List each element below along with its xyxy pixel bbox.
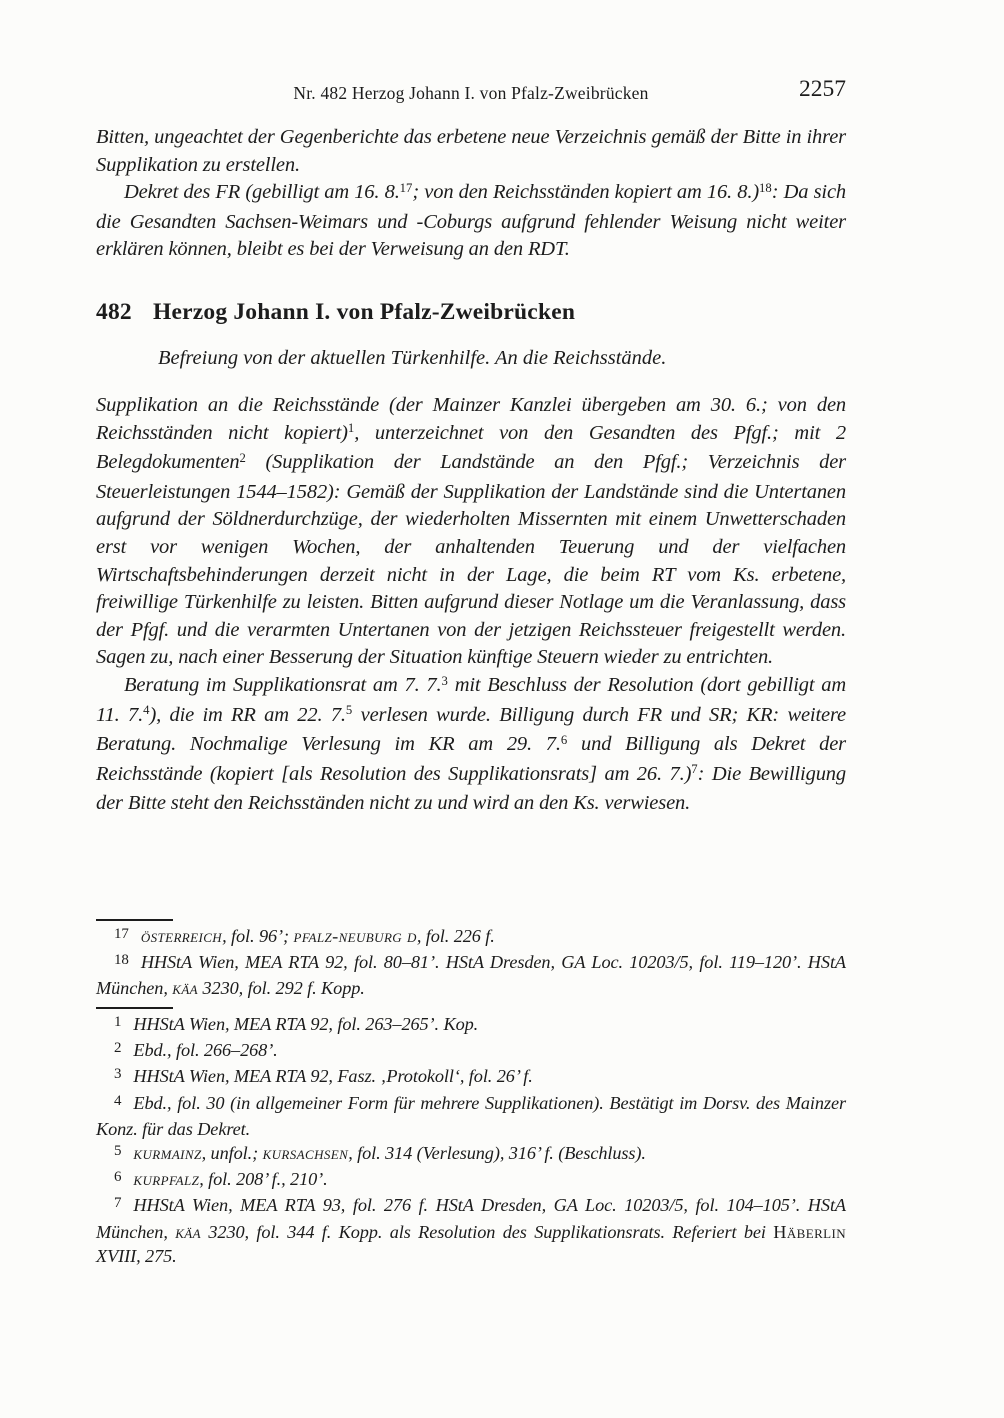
text-run: , unfol.; bbox=[201, 1143, 263, 1164]
text-run: , fol. 314 (Verlesung), 316’ f. (Beschluss). bbox=[348, 1143, 646, 1164]
small-caps-text: kurmainz bbox=[133, 1143, 202, 1164]
footnote bbox=[96, 1167, 846, 1193]
footnote bbox=[96, 1193, 846, 1268]
paragraph bbox=[96, 672, 846, 818]
text-run: Ebd., fol. 30 (in allgemeiner Form für mehrere Supplikationen). Bestätigt im Dorsv. des Mainzer Konz. für das Dekret. bbox=[96, 1092, 846, 1139]
footnote-ref: 5 bbox=[345, 703, 353, 718]
text-run: : Die Bewilligung der Bitte steht den Reichsständen nicht zu und wird an den Ks. verwiesen. bbox=[96, 762, 846, 815]
text-run: HHStA Wien, MEA RTA 92, fol. 263–265’. Kop. bbox=[133, 1014, 479, 1034]
running-header bbox=[96, 76, 846, 113]
footnote bbox=[96, 950, 846, 1000]
footnote-ref: 3 bbox=[441, 673, 448, 688]
text-run: HHStA Wien, MEA RTA 93, fol. 276 f. HStA Dresden, GA Loc. 10203/5, fol. 104–105’. HStA München, bbox=[96, 1195, 846, 1242]
text-run: ), die im RR am 22. 7. bbox=[149, 703, 346, 726]
entry-subtitle: Befreiung von der aktuellen Türkenhilfe. An die Reichsstände. bbox=[158, 347, 667, 369]
footnote bbox=[96, 1091, 846, 1141]
text-run: verlesen wurde. Billigung durch FR und SR; KR: weitere Beratung. Nochmalige Verlesung im KR am 29. 7. bbox=[96, 703, 846, 756]
small-caps-text: Häberlin bbox=[773, 1221, 846, 1242]
text-run: HHStA Wien, MEA RTA 92, fol. 80–81’. HStA Dresden, GA Loc. 10203/5, fol. 119–120’. HStA München, bbox=[96, 952, 846, 999]
text-run: , fol. 208’ f., 210’. bbox=[199, 1169, 328, 1190]
footnote-ref: 4 bbox=[143, 703, 150, 718]
paragraph bbox=[96, 392, 846, 672]
text-run: mit Beschluss der Resolution (dort gebilligt am 11. 7. bbox=[96, 673, 846, 726]
text-run: Dekret des FR (gebilligt am 16. 8. bbox=[124, 181, 400, 204]
footnote bbox=[96, 1064, 846, 1090]
small-caps-text: kurpfalz bbox=[133, 1169, 200, 1190]
footnote-number: 4 bbox=[114, 1092, 122, 1109]
text-run: Supplikation an die Reichsstände (der Mainzer Kanzlei übergeben am 30. 6.; von den Reichsständen nicht kopiert) bbox=[96, 394, 846, 444]
footnote-number: 3 bbox=[114, 1066, 122, 1083]
entry-body-paragraphs bbox=[96, 392, 846, 818]
paragraph bbox=[96, 179, 846, 264]
footnote-number: 7 bbox=[114, 1195, 122, 1212]
footnote-number: 5 bbox=[114, 1143, 122, 1160]
text-run: Ebd., fol. 266–268’. bbox=[133, 1040, 278, 1061]
small-caps-text: österreich bbox=[140, 926, 223, 946]
footnote-number: 18 bbox=[114, 952, 129, 969]
text-run: HHStA Wien, MEA RTA 92, Fasz. ‚Protokoll‘, fol. 26’ f. bbox=[133, 1066, 533, 1087]
footnote bbox=[96, 924, 846, 950]
text-run: Bitten, ungeachtet der Gegenberichte das erbetene neue Verzeichnis gemäß der Bitte in ihrer Supplikation zu erstellen. bbox=[96, 126, 846, 176]
carryover-paragraphs bbox=[96, 124, 846, 264]
footnote-ref: 17 bbox=[399, 180, 413, 195]
text-run: 3230, fol. 344 f. Kopp. als Resolution des Supplikationsrats. Referiert bei bbox=[200, 1221, 774, 1242]
footnote-ref: 1 bbox=[347, 421, 355, 436]
entry-title: Herzog Johann I. von Pfalz-Zweibrücken bbox=[153, 299, 576, 325]
text-run: XVIII, 275. bbox=[96, 1245, 177, 1266]
footnotes-current-entry bbox=[96, 1012, 846, 1268]
text-run: Beratung im Supplikationsrat am 7. 7. bbox=[124, 673, 442, 696]
paragraph bbox=[96, 124, 846, 179]
page-number: 2257 bbox=[799, 76, 846, 102]
text-run: : Da sich die Gesandten Sachsen-Weimars und -Coburgs aufgrund fehlender Weisung nicht weiter erklären können, bleibt es bei der Verweisung an den RDT. bbox=[96, 181, 846, 261]
text-run: und Billigung als Dekret der Reichsstände (kopiert [als Resolution des Supplikationsrats] am 26. 7.) bbox=[96, 733, 847, 785]
footnote bbox=[96, 1141, 846, 1167]
running-title: Nr. 482 Herzog Johann I. von Pfalz-Zweibrücken bbox=[293, 83, 649, 103]
text-run: , fol. 226 f. bbox=[416, 926, 495, 946]
small-caps-text: pfalz-neuburg d bbox=[293, 926, 417, 946]
footnotes-previous-entry bbox=[96, 924, 846, 1001]
entry-number: 482 bbox=[96, 299, 132, 325]
small-caps-text: kursachsen bbox=[262, 1143, 349, 1164]
footnote-ref: 18 bbox=[759, 180, 772, 195]
text-run: , fol. 96’; bbox=[222, 926, 294, 946]
text-run: (Supplikation der Landstände an den Pfgf.; Verzeichnis der Steuerleistungen 1544–1582): Gemäß der Supplikation der Landstände sind die Untertanen aufgrund der Söldnerdurchzüge, der wiederholten Missernten mit einem Unwetterschaden erst vor wenigen Wochen, der anhaltenden Teuerung und der vielfachen Wirtschaftsbehinderungen derzeit nicht in der Lage, die beim RT vom Ks. erbetene, freiwillige Türkenhilfe zu leisten. Bitten aufgrund dieser Notlage um die Veranlassung, dass der Pfgf. und die verarmten Untertanen von der jetzigen Reichssteuer freigestellt werden. Sagen zu, nach einer Besserung der Situation künftige Steuern wieder zu entrichten. bbox=[96, 451, 846, 669]
footnote-ref: 7 bbox=[691, 762, 698, 777]
footnote-number: 6 bbox=[114, 1169, 122, 1186]
footnote-ref: 2 bbox=[239, 450, 246, 465]
footnote-ref: 6 bbox=[560, 732, 568, 747]
text-run: , unterzeichnet von den Gesandten des Pfgf.; mit 2 Belegdokumenten bbox=[96, 421, 846, 474]
footnote bbox=[96, 1038, 846, 1064]
footnote-number: 17 bbox=[114, 926, 129, 942]
text-run: ; von den Reichsständen kopiert am 16. 8.) bbox=[412, 181, 760, 204]
footnote-separator-rule bbox=[96, 919, 173, 921]
footnote bbox=[96, 1012, 846, 1038]
footnote-number: 2 bbox=[114, 1040, 122, 1057]
small-caps-text: käa bbox=[175, 1221, 201, 1242]
text-run: 3230, fol. 292 f. Kopp. bbox=[198, 978, 365, 999]
small-caps-text: käa bbox=[172, 978, 199, 999]
footnote-number: 1 bbox=[114, 1014, 122, 1030]
entry-heading bbox=[96, 299, 846, 326]
footnote-separator-rule bbox=[96, 1007, 173, 1009]
